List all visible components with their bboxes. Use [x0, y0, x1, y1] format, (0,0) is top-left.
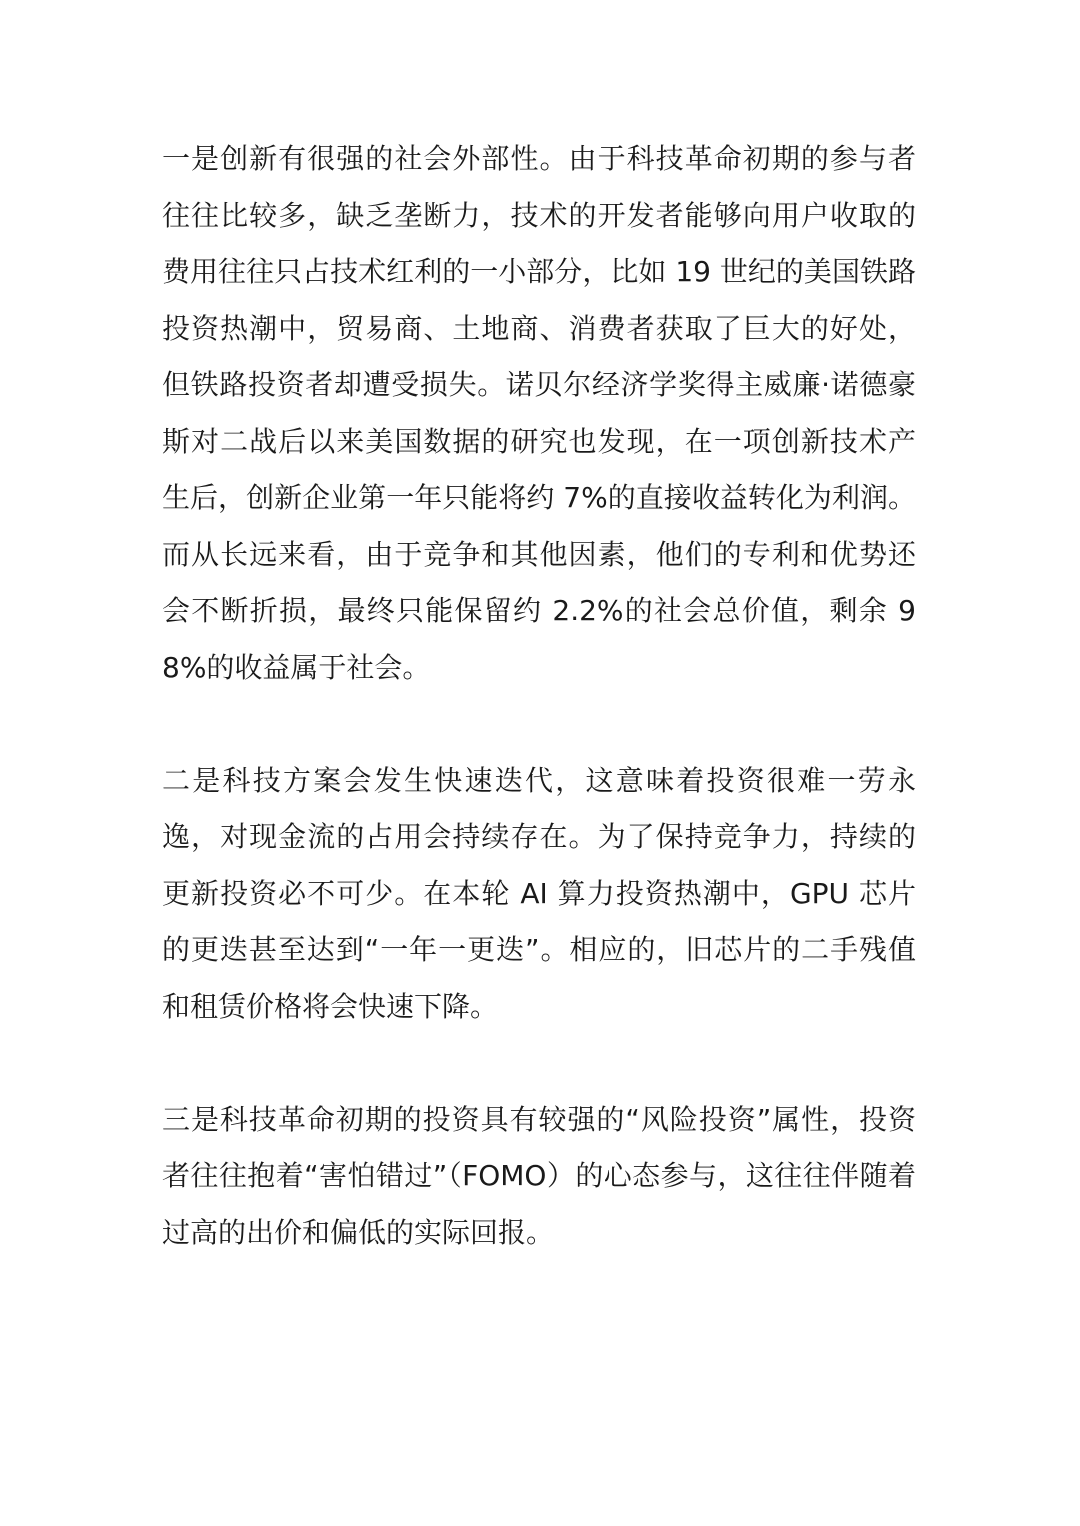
article-body: [162, 131, 916, 1261]
paragraph-3: 三是科技革命初期的投资具有较强的“风险投资”属性，投资者往往抱着“害怕错过”（FOMO）的心态参与，这往往伴随着过高的出价和偏低的实际回报。: [162, 1102, 916, 1249]
paragraph-2: 二是科技方案会发生快速迭代，这意味着投资很难一劳永逸，对现金流的占用会持续存在。为了保持竞争力，持续的更新投资必不可少。在本轮 AI 算力投资热潮中，GPU 芯片的更迭甚至达到“一年一更迭”。相应的，旧芯片的二手残值和租赁价格将会快速下降。: [162, 763, 916, 1023]
paragraph-1: 一是创新有很强的社会外部性。由于科技革命初期的参与者往往比较多，缺乏垄断力，技术的开发者能够向用户收取的费用往往只占技术红利的一小部分，比如 19 世纪的美国铁路投资热潮中，贸易商、土地商、消费者获取了巨大的好处，但铁路投资者却遭受损失。诺贝尔经济学奖得主威廉·诺德豪斯对二战后以来美国数据的研究也发现，在一项创新技术产生后，创新企业第一年只能将约 7%的直接收益转化为利润。而从长远来看，由于竞争和其他因素，他们的专利和优势还会不断折损，最终只能保留约 2.2%的社会总价值，剩余 98%的收益属于社会。: [162, 142, 916, 684]
